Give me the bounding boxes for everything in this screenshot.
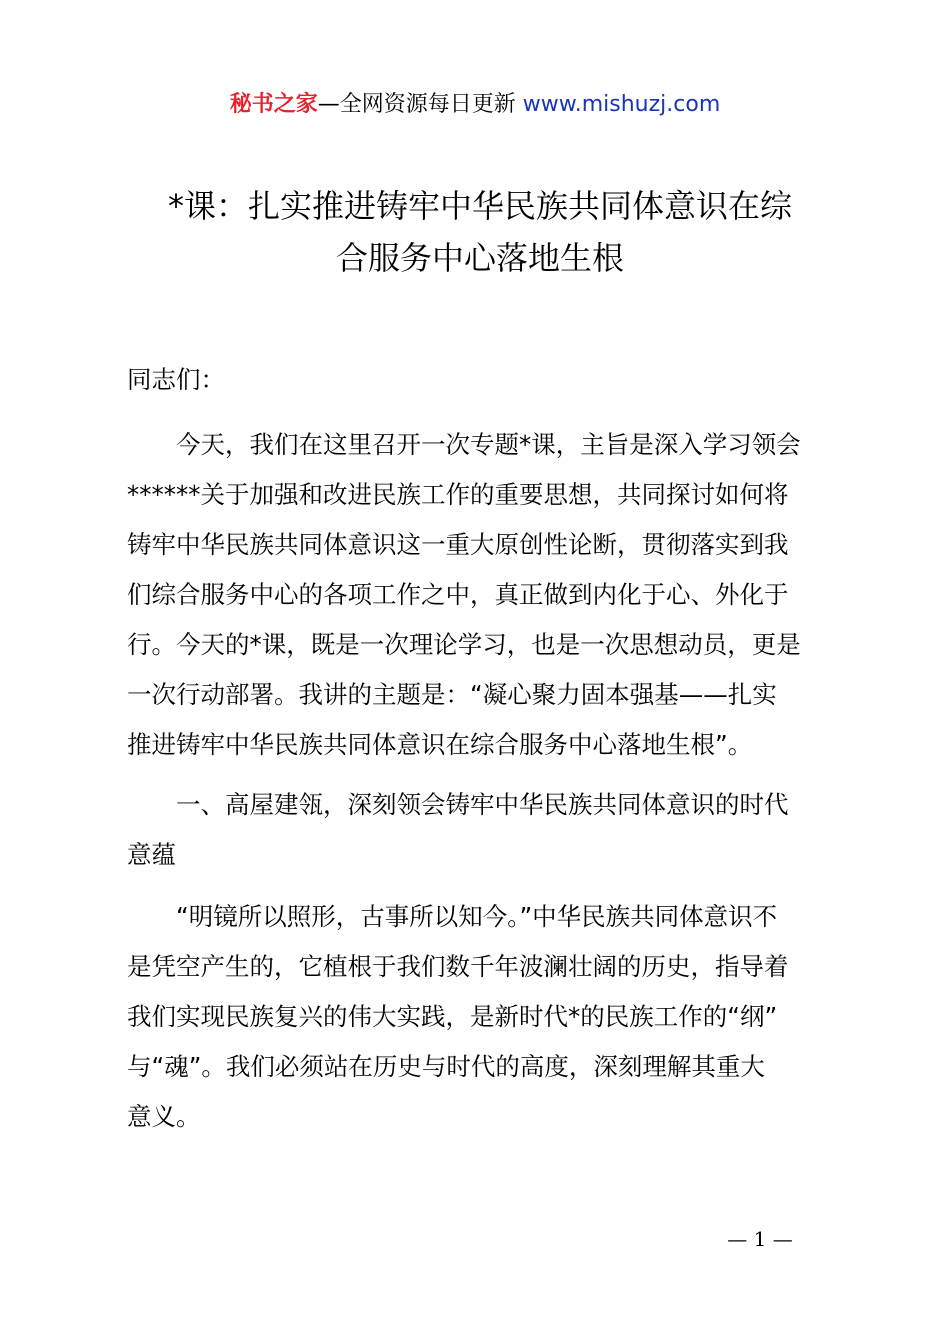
paragraph-line: “明镜所以照形，古事所以知今。”中华民族共同体意识不 [176, 902, 778, 931]
heading-line: 一、高屋建瓴，深刻领会铸牢中华民族共同体意识的时代 [176, 790, 789, 819]
paragraph-intro [127, 420, 833, 770]
paragraph-line: 今天，我们在这里召开一次专题*课，主旨是深入学习领会 [176, 430, 801, 459]
document-title [125, 180, 835, 284]
section-heading-1 [127, 780, 833, 880]
brand-name: 秘书之家 [229, 92, 318, 117]
page-number: — 1 — [727, 1227, 793, 1251]
paragraph-line: 意义。 [127, 1102, 201, 1131]
salutation-text: 同志们： [127, 365, 225, 394]
heading-line: 意蕴 [127, 840, 176, 869]
header-tagline: —全网资源每日更新 [317, 92, 516, 117]
title-line: 合服务中心落地生根 [335, 239, 624, 277]
salutation [127, 355, 833, 405]
title-line: *课：扎实推进铸牢中华民族共同体意识在综 [167, 187, 792, 225]
paragraph-line: 与“魂”。我们必须站在历史与时代的高度，深刻理解其重大 [127, 1052, 765, 1081]
paragraph-line: 一次行动部署。我讲的主题是：“凝心聚力固本强基——扎实 [127, 680, 777, 709]
paragraph-line: 是凭空产生的，它植根于我们数千年波澜壮阔的历史，指导着 [127, 952, 789, 981]
paragraph-history [127, 892, 833, 1142]
header-url-link[interactable]: www.mishuzj.com [522, 92, 721, 117]
paragraph-line: 推进铸牢中华民族共同体意识在综合服务中心落地生根”。 [127, 730, 753, 759]
paragraph-line: 行。今天的*课，既是一次理论学习，也是一次思想动员，更是 [127, 630, 801, 659]
paragraph-line: 们综合服务中心的各项工作之中，真正做到内化于心、外化于 [127, 580, 789, 609]
paragraph-line: ******关于加强和改进民族工作的重要思想，共同探讨如何将 [127, 480, 789, 509]
paragraph-line: 我们实现民族复兴的伟大实践，是新时代*的民族工作的“纲” [127, 1002, 778, 1031]
paragraph-line: 铸牢中华民族共同体意识这一重大原创性论断，贯彻落实到我 [127, 530, 789, 559]
page-header [0, 88, 950, 122]
